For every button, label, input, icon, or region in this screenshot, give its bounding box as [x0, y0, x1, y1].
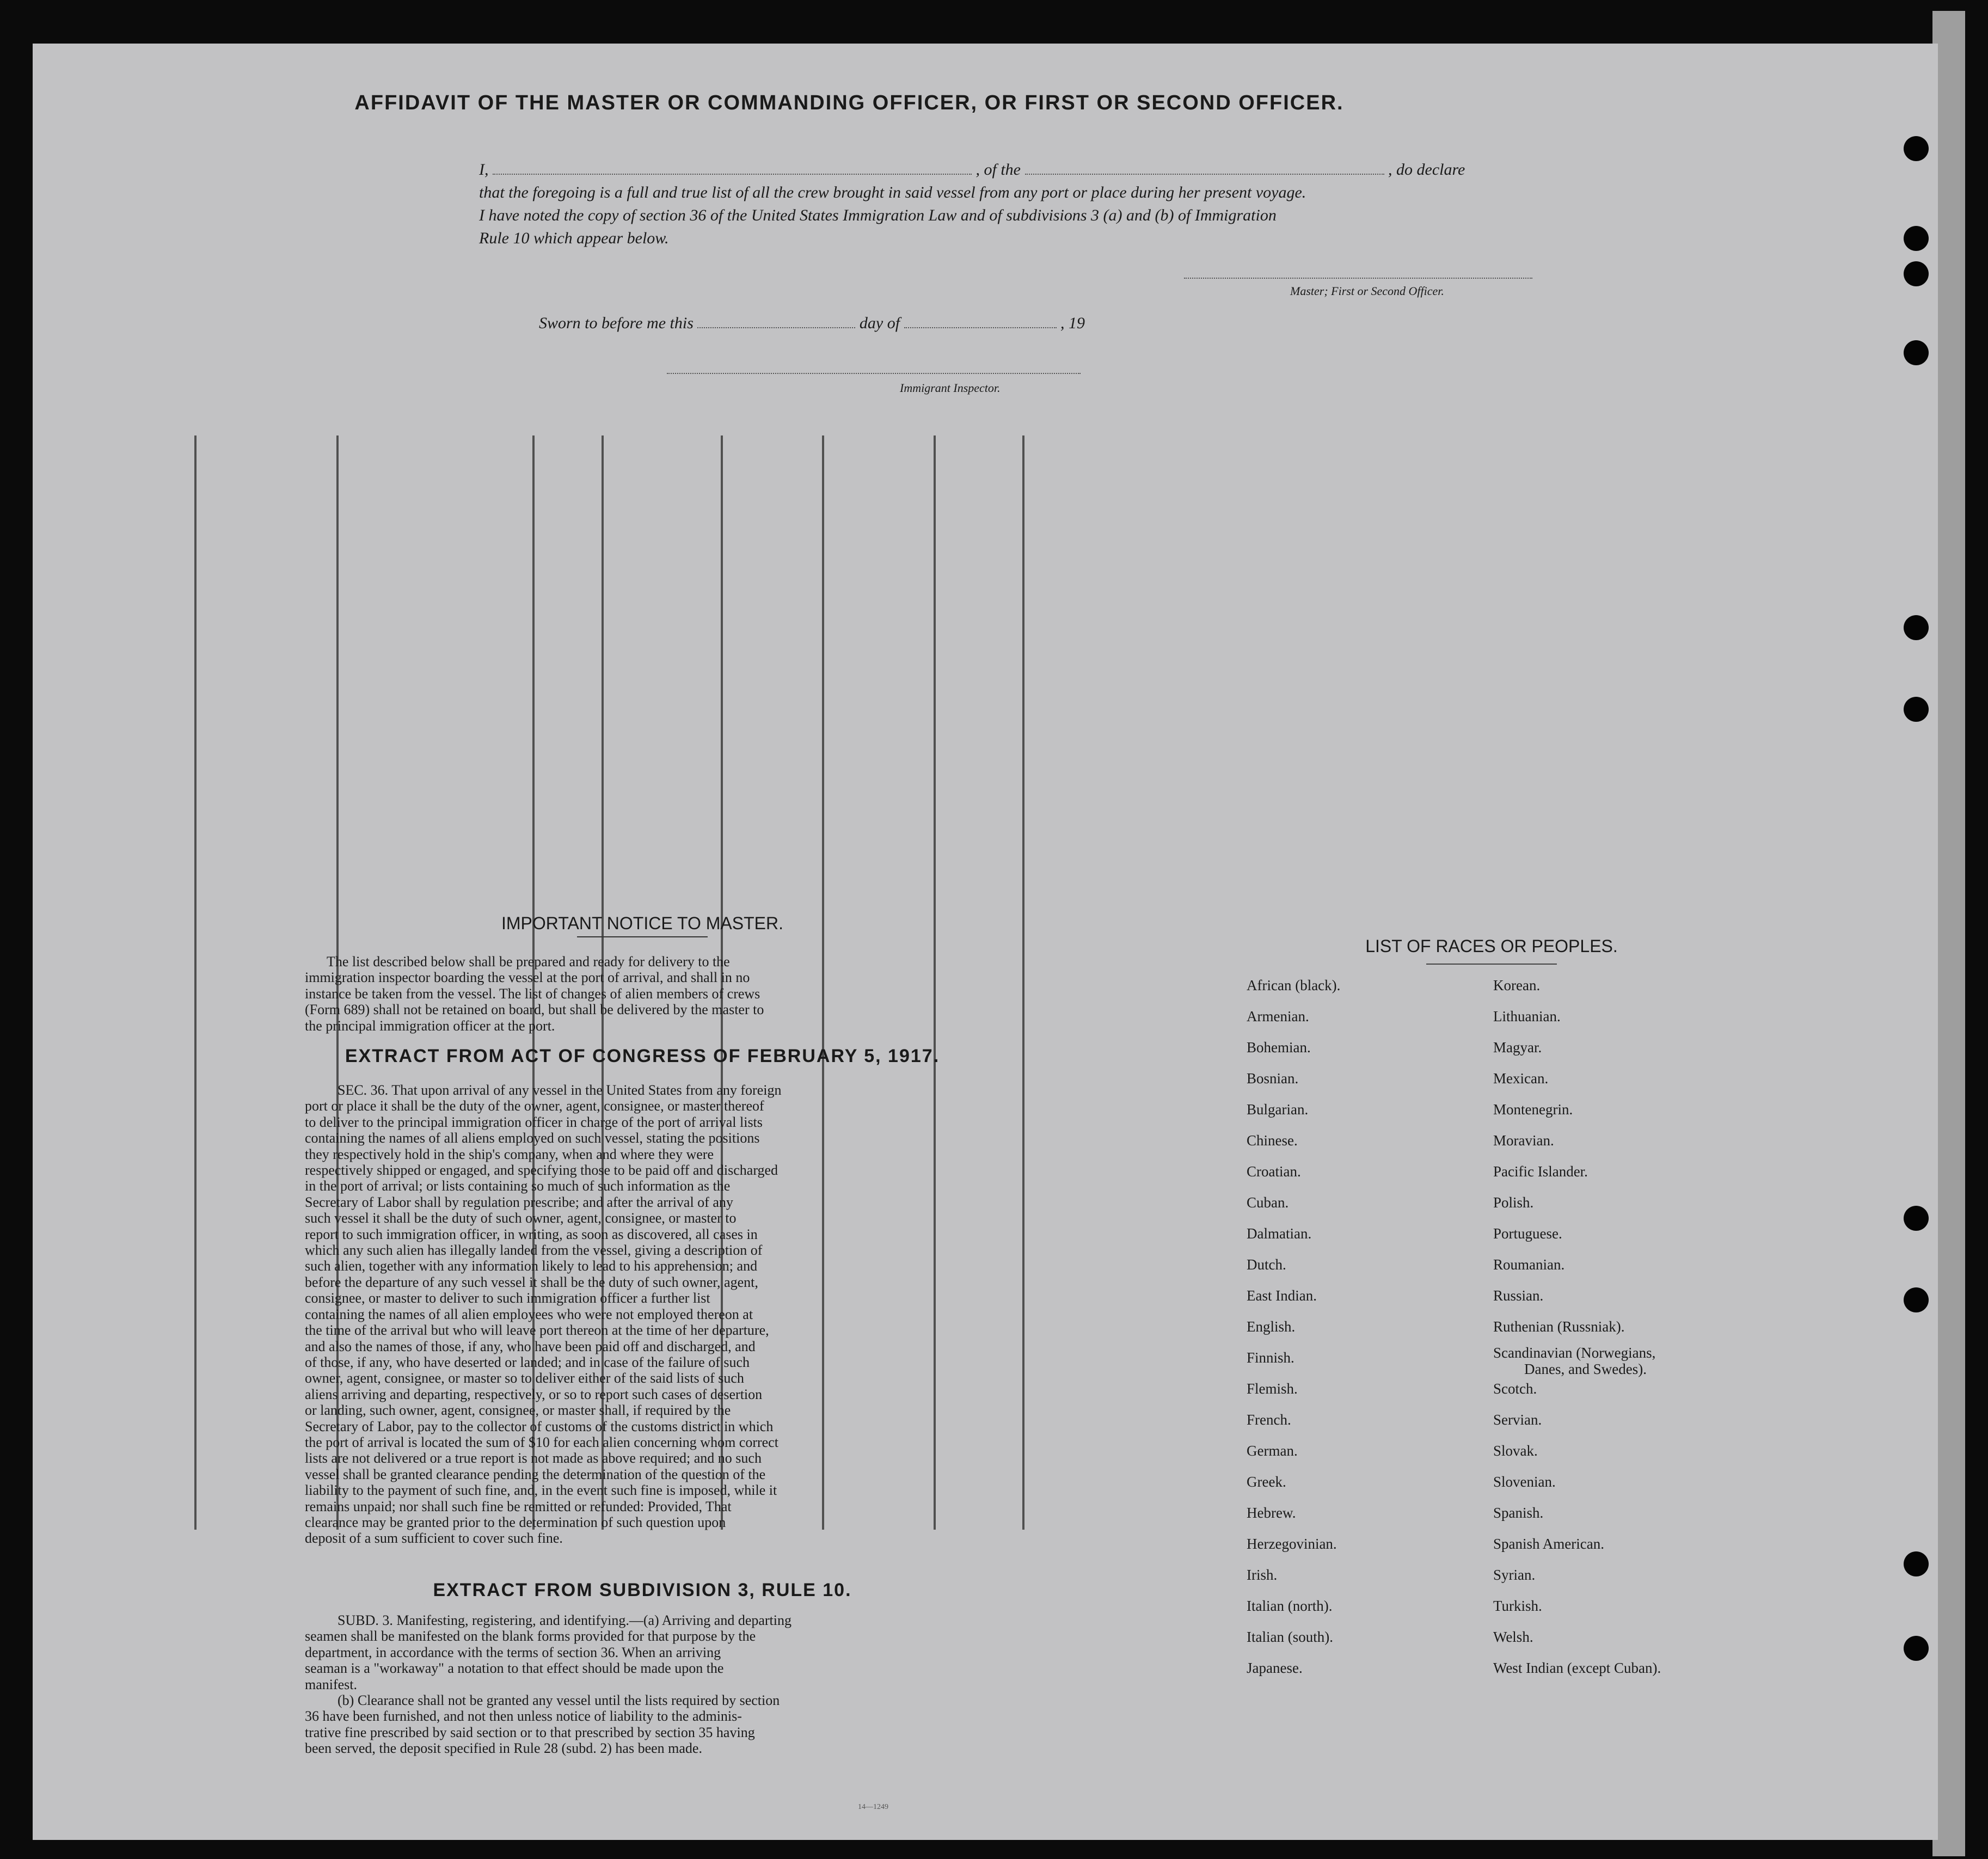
race-item: Magyar.: [1493, 1039, 1542, 1056]
act-line: report to such immigration officer, in writing, as soon as discovered, all cases in: [305, 1226, 758, 1242]
race-item: Spanish American.: [1493, 1536, 1604, 1552]
signature-line: [1184, 278, 1532, 279]
race-item: Lithuanian.: [1493, 1008, 1561, 1024]
race-item: Roumanian.: [1493, 1256, 1565, 1273]
act-line: owner, agent, consignee, or master so to deliver either of the said lists of such: [305, 1370, 744, 1386]
month-blank: [904, 327, 1057, 328]
notice-line: immigration inspector boarding the vessel at the port of arrival, and shall in no: [305, 970, 750, 986]
races-title: LIST OF RACES OR PEOPLES.: [1365, 936, 1618, 956]
act-line: Secretary of Labor, pay to the collector of customs of the customs district in which: [305, 1418, 774, 1434]
race-item: Dutch.: [1247, 1256, 1286, 1273]
declaration-of-the: , of the: [975, 161, 1021, 179]
race-item: Greek.: [1247, 1474, 1286, 1490]
form-number: 14—1249: [858, 1803, 888, 1811]
race-item: Servian.: [1493, 1412, 1542, 1428]
race-item: Moravian.: [1493, 1132, 1554, 1149]
races-underline: [1426, 964, 1557, 965]
sworn-text: Sworn to before me this: [539, 314, 694, 332]
race-item: Hebrew.: [1247, 1505, 1296, 1521]
act-line: aliens arriving and departing, respectively, or so to report such cases of desertion: [305, 1386, 763, 1402]
punch-hole: [1904, 226, 1929, 251]
vessel-blank: [1025, 173, 1384, 175]
rule-line: been served, the deposit specified in Rule 28 (subd. 2) has been made.: [305, 1740, 702, 1757]
race-item: Irish.: [1247, 1567, 1278, 1583]
notice-line: The list described below shall be prepared and ready for delivery to the: [327, 954, 730, 970]
race-item: Herzegovinian.: [1247, 1536, 1337, 1552]
day-of-text: day of: [859, 314, 900, 332]
act-line: containing the names of all alien employees who were not employed thereon at: [305, 1306, 753, 1322]
race-item: Ruthenian (Russniak).: [1493, 1318, 1625, 1335]
race-item: Scandinavian (Norwegians,: [1493, 1345, 1656, 1361]
rule-line: trative fine prescribed by said section or to that prescribed by section 35 having: [305, 1724, 755, 1740]
rule-line: seaman is a "workaway" a notation to that effect should be made upon the: [305, 1660, 724, 1677]
race-item: Portuguese.: [1493, 1225, 1562, 1242]
act-line: which any such alien has illegally landed from the vessel, giving a description of: [305, 1242, 763, 1259]
act-line: vessel shall be granted clearance pending the determination of the question of the: [305, 1466, 766, 1482]
declaration-do-declare: , do declare: [1388, 161, 1465, 179]
rule-line: manifest.: [305, 1676, 358, 1692]
race-item: Chinese.: [1247, 1132, 1298, 1149]
act-line: containing the names of all aliens employed on such vessel, stating the positions: [305, 1130, 760, 1146]
punch-hole: [1904, 1551, 1929, 1576]
race-item: Cuban.: [1247, 1194, 1289, 1211]
affidavit-title: AFFIDAVIT OF THE MASTER OR COMMANDING OFFICER, OR FIRST OR SECOND OFFICER.: [354, 91, 1344, 114]
rule-extract-title: EXTRACT FROM SUBDIVISION 3, RULE 10.: [433, 1580, 852, 1600]
race-item: German.: [1247, 1443, 1298, 1459]
act-line: Secretary of Labor shall by regulation prescribe; and after the arrival of any: [305, 1194, 733, 1210]
rule-line: SUBD. 3. Manifesting, registering, and identifying.—(a) Arriving and departing: [338, 1612, 792, 1628]
act-line: deposit of a sum sufficient to cover such fine.: [305, 1530, 563, 1547]
act-line: port or place it shall be the duty of the owner, agent, consignee, or master thereof: [305, 1098, 764, 1114]
race-item: Korean.: [1493, 977, 1541, 993]
race-item: Syrian.: [1493, 1567, 1536, 1583]
notice-line: the principal immigration officer at the port.: [305, 1017, 555, 1034]
punch-hole: [1904, 261, 1929, 286]
act-line: the time of the arrival but who will leave port thereon at the time of her departure,: [305, 1322, 769, 1339]
sworn-line: [539, 314, 1085, 333]
column-rule: [194, 435, 197, 1530]
act-line: the port of arrival is located the sum of $10 for each alien concerning whom correct: [305, 1434, 778, 1450]
act-line: lists are not delivered or a true report is not made as above required; and no such: [305, 1450, 762, 1467]
inspector-signature-line: [667, 373, 1081, 374]
punch-hole: [1904, 340, 1929, 365]
race-item: Slovak.: [1493, 1443, 1538, 1459]
document-page: [33, 44, 1938, 1840]
notice-title: IMPORTANT NOTICE TO MASTER.: [501, 913, 783, 933]
rule-line: 36 have been furnished, and not then unless notice of liability to the adminis-: [305, 1708, 742, 1725]
race-item: French.: [1247, 1412, 1291, 1428]
declaration-line-4: Rule 10 which appear below.: [479, 229, 669, 247]
race-item: East Indian.: [1247, 1287, 1317, 1304]
rule-extract-body: [305, 1612, 980, 1757]
act-line: clearance may be granted prior to the determination of such question upon: [305, 1514, 726, 1530]
act-line: such alien, together with any information likely to lead to his apprehension; and: [305, 1258, 758, 1274]
race-item: Bosnian.: [1247, 1070, 1299, 1087]
declaration-line-3: I have noted the copy of section 36 of the United States Immigration Law and of subdivisions 3 (a) and (b) of Immigration: [479, 206, 1277, 224]
name-blank: [493, 173, 972, 175]
race-item-continued: Danes, and Swedes).: [1524, 1361, 1647, 1377]
race-item: English.: [1247, 1318, 1296, 1335]
signature-caption: Master; First or Second Officer.: [1290, 284, 1444, 298]
race-item: Bohemian.: [1247, 1039, 1311, 1056]
race-item: Japanese.: [1247, 1660, 1303, 1676]
punch-hole: [1904, 615, 1929, 640]
rule-line: (b) Clearance shall not be granted any vessel until the lists required by section: [338, 1692, 780, 1709]
day-blank: [697, 327, 855, 328]
race-item: Slovenian.: [1493, 1474, 1556, 1490]
act-line: liability to the payment of such fine, and, in the event such fine is imposed, while it: [305, 1482, 777, 1499]
notice-line: (Form 689) shall not be retained on board, but shall be delivered by the master to: [305, 1002, 764, 1018]
act-extract-body: [305, 1082, 980, 1547]
act-line: SEC. 36. That upon arrival of any vessel in the United States from any foreign: [338, 1082, 782, 1098]
race-item: Turkish.: [1493, 1598, 1542, 1614]
race-item: Finnish.: [1247, 1349, 1294, 1366]
act-line: of those, if any, who have deserted or landed; and in case of the failure of such: [305, 1354, 750, 1370]
declaration-line-2: that the foregoing is a full and true list of all the crew brought in said vessel from any port or place during her present voyage.: [479, 183, 1306, 201]
act-extract-title: EXTRACT FROM ACT OF CONGRESS OF FEBRUARY 5, 1917.: [345, 1046, 940, 1066]
rule-line: department, in accordance with the terms of section 36. When an arriving: [305, 1644, 721, 1660]
punch-hole: [1904, 1636, 1929, 1661]
race-item: Italian (south).: [1247, 1629, 1333, 1645]
act-line: they respectively hold in the ship's company, when and where they were: [305, 1146, 714, 1162]
notice-body: [305, 954, 980, 1034]
inspector-caption: Immigrant Inspector.: [900, 381, 1001, 395]
act-line: to deliver to the principal immigration officer in charge of the port of arrival lists: [305, 1114, 763, 1130]
race-item: Montenegrin.: [1493, 1101, 1573, 1118]
race-item: Mexican.: [1493, 1070, 1549, 1087]
race-item: Dalmatian.: [1247, 1225, 1312, 1242]
act-line: in the port of arrival; or lists containing so much of such information as the: [305, 1178, 731, 1194]
race-item: Spanish.: [1493, 1505, 1544, 1521]
race-item: Armenian.: [1247, 1008, 1309, 1024]
act-line: consignee, or master to deliver to such immigration officer a further list: [305, 1290, 710, 1306]
race-item: Flemish.: [1247, 1381, 1298, 1397]
race-item: Welsh.: [1493, 1629, 1533, 1645]
punch-hole: [1904, 1287, 1929, 1312]
act-line: such vessel it shall be the duty of such owner, agent, consignee, or master to: [305, 1210, 737, 1226]
race-item: Croatian.: [1247, 1163, 1301, 1180]
act-line: respectively shipped or engaged, and specifying those to be paid off and discharged: [305, 1162, 778, 1179]
race-item: Russian.: [1493, 1287, 1544, 1304]
rule-line: seamen shall be manifested on the blank forms provided for that purpose by the: [305, 1628, 756, 1645]
notice-underline: [577, 936, 708, 937]
race-item: West Indian (except Cuban).: [1493, 1660, 1661, 1676]
act-line: and also the names of those, if any, who have been paid off and discharged, and: [305, 1338, 756, 1354]
act-line: or landing, such owner, agent, consignee, or master shall, if required by the: [305, 1402, 731, 1419]
race-item: Italian (north).: [1247, 1598, 1333, 1614]
column-rule: [1022, 435, 1024, 1530]
race-item: Bulgarian.: [1247, 1101, 1309, 1118]
race-item: African (black).: [1247, 977, 1341, 993]
declaration-i: I,: [479, 161, 489, 179]
punch-hole: [1904, 1206, 1929, 1231]
year-text: , 19: [1060, 314, 1085, 332]
race-item: Polish.: [1493, 1194, 1534, 1211]
race-item: Pacific Islander.: [1493, 1163, 1588, 1180]
act-line: before the departure of any such vessel it shall be the duty of such owner, agent,: [305, 1274, 758, 1290]
punch-hole: [1904, 697, 1929, 722]
notice-line: instance be taken from the vessel. The list of changes of alien members of crews: [305, 985, 760, 1002]
race-item: Scotch.: [1493, 1381, 1537, 1397]
act-line: remains unpaid; nor shall such fine be remitted or refunded: Provided, That: [305, 1498, 732, 1514]
punch-hole: [1904, 136, 1929, 161]
declaration-line-1: [479, 161, 1568, 179]
